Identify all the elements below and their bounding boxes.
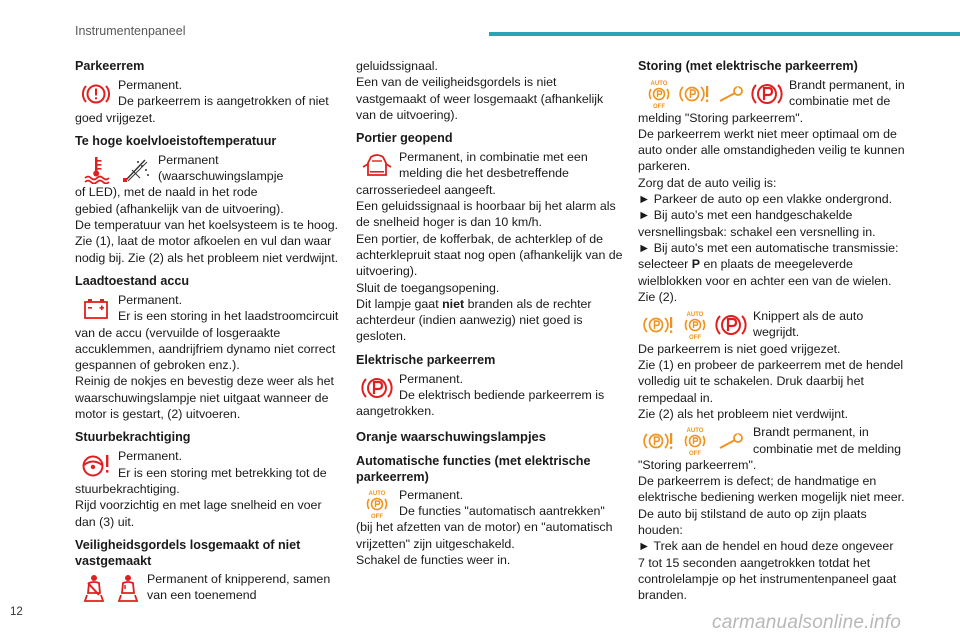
- entry-automatische-functies: AUTO OFF Permanent. De functies "automatisch aantrekken" (bij het afzetten van de motor) en "automatisch vrijzetten" zijn uitgeschakeld. Schakel de functies weer in.: [356, 487, 613, 567]
- heading-portier: Portier geopend: [356, 131, 453, 146]
- entry-elektrische-parkeerrem: Permanent. De elektrisch bediende parkeerrem is aangetrokken.: [356, 371, 605, 419]
- svg-text:OFF: OFF: [653, 104, 665, 109]
- heading-accu: Laadtoestand accu: [75, 273, 190, 288]
- entry-defect: AUTO OFF Brandt permanent, in combinatie met de melding "Storing parkeerrem". De parkeerrem is defect; de handmatige en elektrische bediening werken mogelijk niet meer. De auto bij stilstand de auto op zijn plaats houden: ► Trek aan de hendel en houd deze ongeveer 7 tot 15 seconden aangetrokken totdat het controlelampje op het instrumentenpaneel gaat branden.: [638, 425, 905, 603]
- auto-off-icon: [361, 489, 393, 519]
- door-open-icon: [361, 151, 393, 181]
- entry-stuur: Permanent. Er is een storing met betrekking tot de stuurbekrachtiging. Rijd voorzichtig en met lage snelheid en voer dan (3) uit.: [75, 449, 327, 529]
- heading-storing: Storing (met elektrische parkeerrem): [638, 59, 858, 73]
- heading-stuur: Stuurbekrachtiging: [75, 430, 191, 445]
- steering-icon: [80, 450, 112, 480]
- electric-parking-brake-icon: [751, 79, 783, 109]
- coolant-temp-icon: [80, 154, 112, 184]
- auto-off-icon: [643, 79, 675, 109]
- svg-text:OFF: OFF: [689, 451, 701, 457]
- entry-portier: Permanent, in combinatie met een melding die het desbetreffende carrosseriedeel aangeeft. Een geluidssignaal is hoorbaar bij het alarm als de snelheid hoger is dan 10 km/h. Een portier, de kofferbak, de achterklep of de achterklepruit staat nog open (afhankelijk van de uitvoering). Sluit de toegangsopening. Dit lampje gaat niet branden als de rechter achterdeur (indien aanwezig) niet goed is gesloten.: [356, 150, 623, 344]
- electric-parking-brake-icon: [715, 310, 747, 340]
- page-header-title: Instrumentenpaneel: [75, 24, 186, 38]
- brake-warning-icon: [679, 79, 711, 109]
- auto-off-icon: [679, 310, 711, 340]
- svg-text:AUTO: AUTO: [368, 490, 386, 497]
- auto-off-icon: [679, 426, 711, 456]
- wrench-icon: [715, 426, 747, 456]
- svg-text:OFF: OFF: [689, 335, 701, 341]
- svg-text:AUTO: AUTO: [686, 312, 704, 319]
- battery-icon: [80, 294, 112, 324]
- column-3: [638, 58, 910, 604]
- svg-text:OFF: OFF: [371, 513, 383, 519]
- entry-parkeerrem: Permanent. De parkeerrem is aangetrokken of niet goed vrijgezet.: [75, 78, 329, 125]
- brake-warning-icon: [643, 310, 675, 340]
- entry-gordels: Permanent of knipperend, samen van een toenemend: [75, 571, 343, 604]
- brake-warning-icon: [643, 426, 675, 456]
- electric-parking-brake-icon: [361, 373, 393, 403]
- heading-automatische-functies: Automatische functies (met elektrische parkeerrem): [356, 453, 591, 484]
- svg-text:AUTO: AUTO: [650, 81, 668, 87]
- entry-koelvloeistof: Permanent (waarschuwingslampje of LED), met de naald in het rode gebied (afhankelijk van de uitvoering). De temperatuur van het koelsysteem is te hoog. Zie (1), laat de motor afkoelen en vul dan waar nodig bij. Zie (2) als het probleem niet verdwijnt.: [75, 152, 339, 265]
- page-number: 12: [10, 606, 23, 618]
- heading-parkeerrem: Parkeerrem: [75, 59, 145, 73]
- column-2: geluidssignaal. Een van de veiligheidsgordels is niet vastgemaakt of weer losgemaakt (afhankelijk van de uitvoering). Portier geopend Permanent, in combinatie met een melding die het desbetreffende carrosseriedeel aangeeft. Een geluidssignaal is hoorbaar bij het alarm als de snelheid hoger is dan 10 km/h. Een portier, de kofferbak, de achterklep of de achterklepruit staat nog open (afhankelijk van de uitvoering). Sluit de toegangsopening. Dit lampje gaat niet branden als de rechter achterdeur (indien aanwezig) niet goed is gesloten. Elektrische parkeerrem Permanent. De elektrisch bediende parkeerrem is aangetrokken. Oranje waarschuwingslampjes Automatische functies (met elektrische parkeerrem) AUTO OFF Permanent. De functies "automatisch aantrekken" (bij het afzetten van de motor) en "automatisch vrijzetten" zijn uitgeschakeld. Schakel de functies weer in.: [356, 58, 628, 568]
- entry-accu: Permanent. Er is een storing in het laadstroomcircuit van de accu (vervuilde of losgeraakte accuklemmen, aandrijfriem dynamo niet correct gespannen of gebroken enz.). Reinig de nokjes en bevestig deze weer als het waarschuwingslampje niet uitgaat wanneer de motor is gestart, (2) uitvoeren.: [75, 292, 339, 422]
- header-accent-bar: [489, 32, 960, 36]
- seatbelt-icon: [81, 573, 107, 603]
- coolant-gauge-icon: [120, 154, 152, 184]
- watermark: carmanualsonline.info: [712, 612, 902, 633]
- heading-elektrische-parkeerrem: Elektrische parkeerrem: [356, 352, 496, 367]
- entry-knippert: AUTO OFF Knippert als de auto wegrijdt. De parkeerrem is niet goed vrijgezet. Zie (1) en probeer de parkeerrem met de hendel volledig uit te schakelen. Druk daarbij het rempedaal in. Zie (2) als het probleem niet verdwijnt.: [638, 309, 904, 421]
- svg-text:AUTO: AUTO: [686, 428, 704, 435]
- brake-icon: [80, 79, 112, 109]
- wrench-icon: [715, 79, 747, 109]
- heading-oranje: Oranje waarschuwingslampjes: [356, 428, 547, 444]
- entry-storing: AUTO OFF Brandt permanent, in combinatie met de melding "Storing parkeerrem". De parkeerrem werkt niet meer optimaal om de auto onder alle omstandigheden veilig te kunnen parkeren. Zorg dat de auto veilig is: ► Parkeer de auto op een vlakke ondergrond. ► Bij auto's met een handgeschakelde versnellingsbak: schakel een versnelling in. ► Bij auto's met een automatische transmissie: selecteer P en plaats de meegeleverde wielblokken voor en achter een van de wielen. Zie (2).: [638, 78, 905, 304]
- seatbelt-icon: [115, 573, 141, 603]
- column-1: [75, 58, 343, 603]
- heading-koelvloeistof: Te hoge koelvloeistoftemperatuur: [75, 133, 277, 148]
- heading-gordels: Veiligheidsgordels losgemaakt of niet vastgemaakt: [75, 537, 301, 568]
